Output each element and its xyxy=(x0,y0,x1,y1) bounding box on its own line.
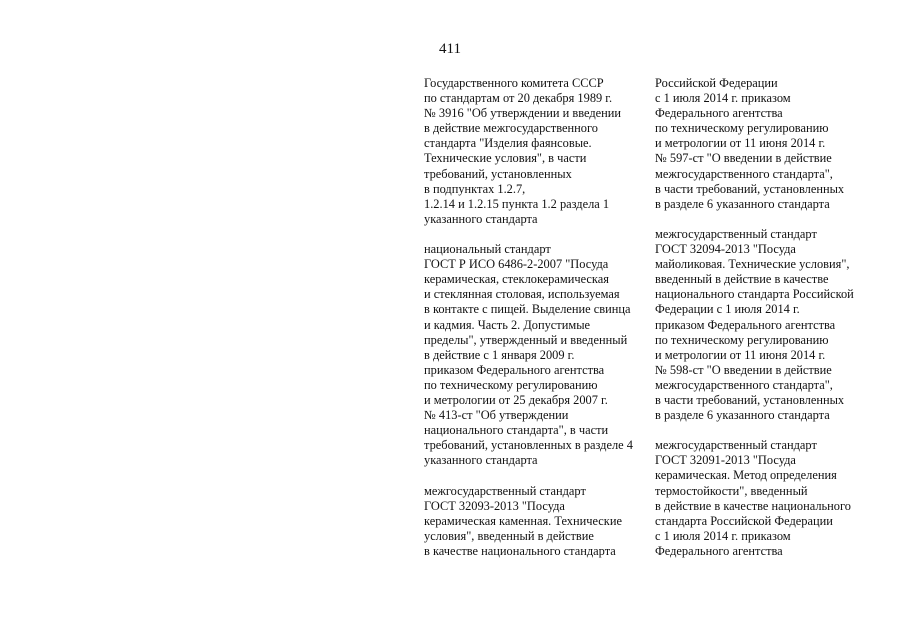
text-line: стандарта "Изделия фаянсовые. xyxy=(424,136,592,151)
text-line: в разделе 6 указанного стандарта xyxy=(655,408,830,423)
right-column xyxy=(655,76,895,574)
text-line: в части требований, установленных xyxy=(655,392,845,407)
text-line: Технические условия", в части xyxy=(424,151,587,166)
text-line: с 1 июля 2014 г. приказом xyxy=(655,91,791,106)
text-line: приказом Федерального агентства xyxy=(424,362,605,377)
text-line: с 1 июля 2014 г. приказом xyxy=(655,528,791,543)
text-line: ГОСТ 32094-2013 "Посуда xyxy=(655,242,796,257)
text-line: термостойкости", введенный xyxy=(655,483,808,498)
text-line: ГОСТ Р ИСО 6486-2-2007 "Посуда xyxy=(424,257,609,272)
text-line: по техническому регулированию xyxy=(655,121,829,136)
text-line: № 3916 "Об утверждении и введении xyxy=(424,106,622,121)
text-line: указанного стандарта xyxy=(424,453,538,468)
text-line: требований, установленных в разделе 4 xyxy=(424,438,633,453)
text-line: майоликовая. Технические условия", xyxy=(655,257,850,272)
right-text-block xyxy=(655,227,895,423)
text-line: указанного стандарта xyxy=(424,211,538,226)
text-line: № 598-ст "О введении в действие xyxy=(655,362,832,377)
right-text-block xyxy=(655,76,895,212)
text-line: национальный стандарт xyxy=(424,242,551,257)
text-line: и кадмия. Часть 2. Допустимые xyxy=(424,317,591,332)
text-line: в разделе 6 указанного стандарта xyxy=(655,196,830,211)
text-line: в действие в качестве национального xyxy=(655,498,851,513)
text-line: в контакте с пищей. Выделение свинца xyxy=(424,302,631,317)
text-line: Федерального агентства xyxy=(655,106,783,121)
text-line: в качестве национального стандарта xyxy=(424,543,616,558)
text-line: межгосударственного стандарта", xyxy=(655,166,833,181)
text-line: межгосударственный стандарт xyxy=(424,483,586,498)
text-line: и метрологии от 25 декабря 2007 г. xyxy=(424,392,608,407)
text-line: межгосударственного стандарта", xyxy=(655,377,833,392)
text-line: приказом Федерального агентства xyxy=(655,317,836,332)
text-line: Государственного комитета СССР xyxy=(424,76,604,90)
text-line: керамическая каменная. Технические xyxy=(424,513,622,528)
right-text-block xyxy=(655,438,895,559)
text-line: стандарта Российской Федерации xyxy=(655,513,833,528)
text-line: введенный в действие в качестве xyxy=(655,272,829,287)
text-line: по стандартам от 20 декабря 1989 г. xyxy=(424,91,613,106)
left-text-block xyxy=(424,76,646,227)
text-line: и стеклянная столовая, используемая xyxy=(424,287,620,302)
text-line: по техническому регулированию xyxy=(424,377,598,392)
text-line: ГОСТ 32091-2013 "Посуда xyxy=(655,453,796,468)
text-line: по техническому регулированию xyxy=(655,332,829,347)
text-line: в действие с 1 января 2009 г. xyxy=(424,347,575,362)
text-line: Российской Федерации xyxy=(655,76,778,90)
text-line: № 413-ст "Об утверждении xyxy=(424,408,569,423)
text-line: в части требований, установленных xyxy=(655,181,845,196)
text-line: Федерального агентства xyxy=(655,543,783,558)
text-line: в действие межгосударственного xyxy=(424,121,598,136)
text-line: пределы", утвержденный и введенный xyxy=(424,332,628,347)
text-line: национального стандарта", в части xyxy=(424,423,609,438)
text-line: и метрологии от 11 июня 2014 г. xyxy=(655,136,826,151)
text-line: Федерации с 1 июля 2014 г. xyxy=(655,302,800,317)
text-line: 1.2.14 и 1.2.15 пункта 1.2 раздела 1 xyxy=(424,196,610,211)
text-line: керамическая. Метод определения xyxy=(655,468,837,483)
text-line: № 597-ст "О введении в действие xyxy=(655,151,832,166)
left-text-block xyxy=(424,242,646,468)
left-column xyxy=(424,76,646,574)
text-line: условия", введенный в действие xyxy=(424,528,594,543)
text-line: керамическая, стеклокерамическая xyxy=(424,272,609,287)
text-line: межгосударственный стандарт xyxy=(655,226,817,241)
text-line: в подпунктах 1.2.7, xyxy=(424,181,526,196)
text-line: и метрологии от 11 июня 2014 г. xyxy=(655,347,826,362)
text-line: требований, установленных xyxy=(424,166,572,181)
text-line: межгосударственный стандарт xyxy=(655,438,817,453)
text-line: национального стандарта Российской xyxy=(655,287,854,302)
page-number: 411 xyxy=(439,41,461,57)
text-line: ГОСТ 32093-2013 "Посуда xyxy=(424,498,565,513)
left-text-block xyxy=(424,484,646,559)
